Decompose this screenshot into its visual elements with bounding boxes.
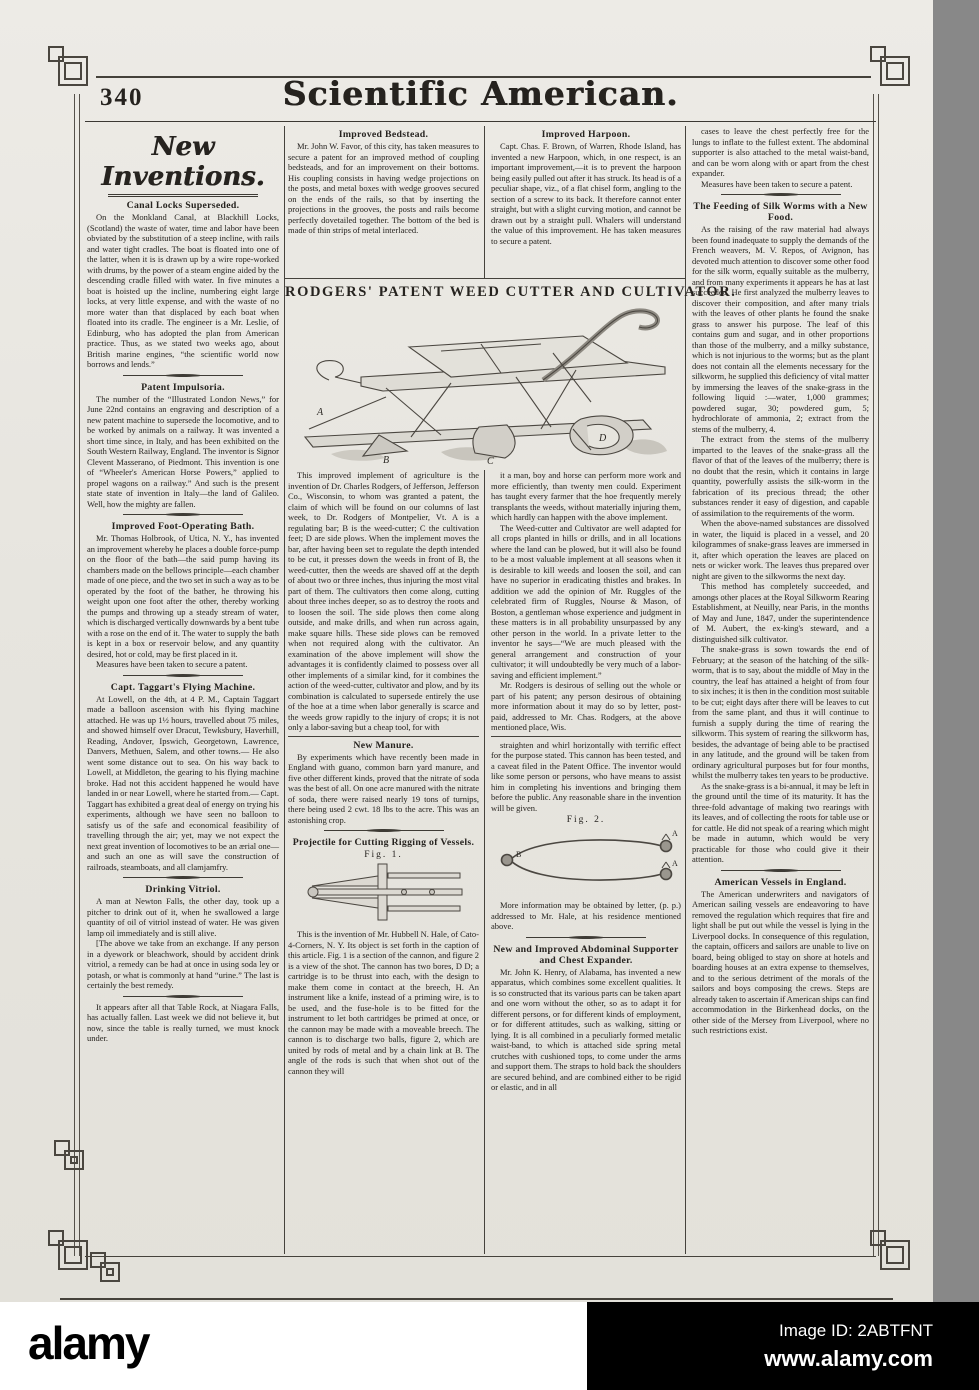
article-paragraph: Capt. Chas. F. Brown, of Warren, Rhode Island, has invented a new Harpoon, which, in one respect, is an important improvement,—it is to prevent the harpoon being easily pulled out after it has struck. Its head is of a peculiar shape, viz., of a flat chisel form, angling to the section of a screw to its back. It therefore cannot enter straight, but with a slight curving motion, and cannot be drawn out by a straight pull. Whalers will understand the value of this improvement. He has taken measures to secure a patent.	[491, 141, 681, 246]
article-abdominal-supporter	[491, 944, 681, 1093]
header-rule	[85, 121, 876, 122]
article-paragraph: straighten and whirl horizontally with terrific effect for the purpose stated. This cannon has been tested, and a caveat filed in the Patent Office. The inventor would like some person or persons, who have means to assist him in completing his inventions and bringing them before the public. Any reasonable share in the invention will be given.	[491, 739, 681, 813]
corner-ornament-icon	[880, 56, 910, 86]
article-paragraph: When the above-named substances are dissolved in water, the liquid is placed in a vessel, and 20 kilogrammes of snake-grass leaves are immersed in it, after which operation the leaves are placed on nets or wicker work. The leaves thus prepared over night are given to the silkworms the next day.	[692, 518, 869, 581]
article-title: The Feeding of Silk Worms with a New Food.	[693, 201, 868, 223]
article-projectile	[288, 837, 479, 1076]
article-paragraph: Mr. John W. Favor, of this city, has taken measures to secure a patent for an improved method of coupling bedsteads, and for an improvement on their bottoms. His coupling consists in having wedge projections on the posts, and metal boxes with wedge grooves secured on the ends of the rails, so that by inserting the projections in the grooves, the posts and rails become perfectly dovetailed together. The bottom of the bed is made of thin strips of metal interlaced.	[288, 141, 479, 235]
corner-ornament-icon	[880, 1240, 910, 1270]
article-paragraph: [The above we take from an exchange. If any person in a dyework or bleachwork, should by accident drink vitriol, a remedy can be had at once in using soda ley or potash, or what is commonly at hand “urine.” The last is certainly the best remedy.	[87, 938, 279, 990]
article-projectile-continued	[491, 740, 681, 932]
article-paragraph: Measures have been taken to secure a patent.	[701, 178, 853, 189]
article-paragraph: As the snake-grass is a bi-annual, it may be left in the ground until the time of its maturity. It has the three-fold advantage of making two rearings with its leaves, and of collecting the roots for table use or for cattle. He did not speak of a rearing which might be made in autumn, which would be very practicable for those who could give it their attention.	[692, 780, 869, 864]
article-title: Capt. Taggart's Flying Machine.	[110, 681, 256, 693]
engraving-lines	[305, 311, 667, 461]
watermark-strip	[0, 1302, 933, 1390]
article-paragraph: The extract from the stems of the mulberry imparted to the leaves of the snake-grass all the flavor of that of the leaves of the mulberry; there is no doubt that the resin, which it contains in large quantity, powerfully assists the silk-worm in the fabrication of its precious thread; the other substances render it easy of digestion, and capable of assimilation to the requirements of the worm.	[692, 434, 869, 518]
label-d: D	[599, 433, 607, 444]
cultivator-foot	[473, 425, 515, 458]
column-1	[85, 126, 285, 1254]
alamy-logo: alamy	[28, 1317, 149, 1369]
cannon-section-figure	[304, 861, 464, 923]
section-rule	[491, 736, 681, 737]
article-paragraph: The snake-grass is sown towards the end of February; at the season of the hatching of the silk-worm, that is to say, about the middle of May in the country, the leaf has attained a height of from four to six inches; it is then in the condition most suitable to be cut; eight days after there will be leaves to cut from the same plant, and thus it will continue to furnish a supply during the time of rearing the silkworm. This system of rearing the silkworm has, besides, the advantage of being able to be practised in any latitude, and the ground will be taken from ordinary agricultural purposes but for four months, whilst the mulberry takes ten years to be productive.	[692, 644, 869, 780]
alamy-url-text: www.alamy.com	[764, 1345, 933, 1371]
bottom-border-rule	[85, 1256, 876, 1257]
figure-2	[491, 826, 681, 899]
article-title: Improved Bedstead.	[338, 129, 429, 140]
label-a: A	[317, 407, 324, 418]
article-paragraph: This method has completely succeeded, and amongs other places at the Royal Silkworm Rearing Establishment, at Neuilly, near Paris, in the months of May and June, 1847, under the superintendence of M. Aubert, the ex-king's steward, and a distinguished silk cultivator.	[692, 581, 869, 644]
chain-shot-labels	[516, 829, 678, 868]
article-divider	[123, 372, 243, 379]
column-3-bottom	[485, 470, 685, 1254]
section-heading-rule	[108, 194, 258, 197]
article-paragraph: Measures have been taken to secure a patent.	[96, 659, 248, 669]
article-divider	[721, 191, 841, 198]
article-patent-impulsoria	[87, 382, 279, 510]
article-paragraph: This improved implement of agriculture is the invention of Dr. Charles Rodgers, of Jefferson, Jefferson Co., Wisconsin, to whom was granted a patent, the claim of which will be found on our columns of last week, to Dr. Rodgers of Montpelier, Vt. A is a regulating bar; B is the weed-cutter; C the cultivation feet; D are side plows. When the implement moves the bar, after having been set to regulate the depth intended to be cut, it presses down the weeds in front of B, the weed-cutter, then the weeds are shaved off at the depth of about two or three inches, thus injuring the most vital part of them. The cultivators then come along, cutting about three inches deeper, so as to destroy the roots and to loosen the soil. The side plows then come along outside, and make drills, and when run across again, make square hills. These side plows can be removed when not required along with the cultivator. An examination of the above implement will show the advantages it is confidently claimed to possess over all other implements of a similar kind, for it combines the action of the weed-cutter, cultivator and plow, and by its combination is calculated to supersede entirely the use of the hoe at a time when labor generally is scarce and the weeds grow rapidly to the injury of crops; it is not only a labor-saving but a cheap tool, for with	[288, 470, 479, 732]
article-canal-locks	[87, 200, 279, 370]
label-b: B	[516, 850, 522, 859]
article-title: Projectile for Cutting Rigging of Vessels.	[292, 837, 475, 848]
middle-columns	[285, 126, 737, 1254]
right-border-rule	[873, 94, 879, 1256]
chain-shot-figure	[496, 826, 676, 894]
article-paragraph: it a man, boy and horse can perform more work and more efficiently, than twenty men could. Experiment has taught every farmer that the hoe frequently merely transplants the weeds, without materially injuring them, which hardly can happen with the above implement.	[491, 470, 681, 522]
article-harpoon	[491, 129, 681, 246]
article-divider	[721, 867, 841, 874]
article-paragraph: Mr. Rodgers is desirous of selling out the whole or part of his patent; any person desirous of obtaining more information about it may do so by letter, post-paid, addressed to Mr. Chas. Rodgers, at the above mentioned place, Wis.	[491, 680, 681, 732]
section-rule	[288, 736, 479, 737]
article-paragraph: More information may be obtained by letter, (p. p.) addressed to Mr. Hale, at his residence mentioned above.	[491, 900, 681, 931]
article-title: New and Improved Abdominal Supporter and Chest Expander.	[493, 943, 679, 966]
article-silk-worms	[692, 201, 869, 865]
article-title: American Vessels in England.	[714, 876, 847, 888]
article-rodgers-col3	[491, 470, 681, 733]
article-paragraph: At Lowell, on the 4th, at 4 P. M., Captain Taggart made a balloon ascension with his flying machine attached. He was up 1½ hours, travelled about 75 miles, and showed himself over Dracut, Tewksbury, Haverhill, Reading, Andover, Ipswich, Georgetown, Lawrence, Danvers, Methuen, Salem, and other towns.— He also went some distance out to sea. On his way back to Lowell, at Middleton, the gearing to his flying machine broke. Had not this accident happened he would have landed in or near Lowell, where he started from.— Capt. Taggart has exhibited a great deal of energy on trying his experiments, although we have seen no balloon to satisfy us of the safe and economical feasibility of travelling through the air; yet, may we not expect the next great invention of locomotives to be an ærial one—and such an one as will save the construction of railroads, steamboats, and all clamjamfry.	[87, 693, 279, 872]
article-paragraph: It appears after all that Table Rock, at Niagara Falls, has actually fallen. Last week we did not believe it, but now, since the table is really turned, we must knock under.	[87, 1001, 279, 1043]
article-title: New Manure.	[353, 739, 414, 751]
article-drinking-vitriol	[87, 884, 279, 991]
article-paragraph: On the Monkland Canal, at Blackhill Locks, (Scotland) the waste of water, time and labor have been obviated by the substitution of a steep incline, with rails and water tight cradles. The boat is floated into one of the latter, when it is is drawn up by a wire rope-worked with drums, by the power of a steam engine aided by the descending cradle filled with water. In five minutes a boat is hoisted up the incline, numbering eight large locks, at very little expense, and with the waste of no more water than that displaced by each boat when floated into its cradle. The engineer is a Mr. Leslie, of Edinburg, who has adopted the plan from American practice. Thus, as we stated two weeks ago, about British marine engines, “the scientific world now borrows and lends.”	[87, 212, 279, 369]
figure-1	[288, 861, 479, 928]
label-b: B	[383, 455, 390, 466]
article-paragraph: cases to leave the chest perfectly free for the lungs to inflate to the fullest extent. The abdominal supporter is also attached to the metal waist-band, and can be worn along with or apart from the chest expander.	[692, 126, 869, 178]
article-abdominal-continued	[692, 126, 869, 189]
article-foot-bath	[87, 521, 279, 670]
cannon-lines	[308, 864, 462, 920]
article-title: Patent Impulsoria.	[141, 381, 225, 393]
page-number: 340	[100, 84, 144, 111]
article-paragraph: The American underwriters and navigators of American sailing vessels are endeavoring to have removed the regulation which requires that fire and light shall be put out while the vessel is lying in the Liverpool docks. In consequence of this regulation, the captain, officers and sailors are unable to live on board, being obliged to stay on shore at hotels and boarding houses at an extra expense to themselves, and to the serious detriment of the morals of the sailors and boys composing the crews. Steps are already taken to ascertain if American ships can find accommodation in the Birkenhead docks, on the other side of the Mersey from Liverpool, where no such restrictions exist.	[692, 888, 869, 1035]
article-rodgers-col2	[288, 470, 479, 733]
label-a-top: A	[672, 829, 678, 838]
image-id-text: Image ID: 2ABTFNT	[779, 1320, 933, 1340]
column-2-top	[285, 126, 485, 278]
article-divider	[123, 874, 243, 881]
article-paragraph: Mr. John K. Henry, of Alabama, has invented a new apparatus, which combines some excellent qualities. It is so constructed that its various parts can be taken apart and one worn without the other, so as to adapt it for different persons, or for different kinds of employment, or for different attitudes, such as walking, sitting or lying. It is all combined in a peculiarly formed metalic waist-band, to which is attached side spring metal crutches with cushioned tops, to come under the arms and support them. The straps to hold back the shoulders are secured behind, and are combined either to be rigid or elastic, and in all	[491, 966, 681, 1092]
article-table-rock	[87, 1002, 279, 1044]
article-divider	[526, 934, 646, 941]
article-title: Canal Locks Superseded.	[126, 200, 240, 211]
weed-cutter-engraving	[291, 303, 679, 465]
label-c: C	[487, 456, 494, 467]
chain-shot-lines	[502, 834, 672, 880]
article-divider	[123, 672, 243, 679]
feature-headline: RODGERS' PATENT WEED CUTTER AND CULTIVATOR.	[285, 284, 737, 300]
column-grid	[85, 126, 872, 1254]
article-american-vessels	[692, 877, 869, 1036]
article-paragraph: By experiments which have recently been made in England with guano, common barn yard manure, and five other different kinds, proved that the nitrate of soda was the best of all. On one acre manured with the nitrate of soda, there were raised nearly 19 tons of turnips, there being used 2 cwt. 18 lbs to the acre. This was an astonishing crop.	[288, 751, 479, 825]
middle-top-row	[285, 126, 685, 278]
feature-figure	[285, 303, 685, 470]
article-divider	[324, 827, 444, 834]
figure-1-caption: Fig. 1.	[364, 850, 403, 860]
border-ornament-icon	[100, 1262, 120, 1282]
column-2-bottom	[285, 470, 485, 1254]
column-4	[686, 126, 872, 1254]
article-paragraph: Mr. Thomas Holbrook, of Utica, N. Y., has invented an improvement whereby he places a double force-pump on the floor of the bath—the said pump having its chambers made on the bellows principle—each chamber made of one piece, and the two set in such a way as to be operated by the foot of the bather, he throwing his weight upon one foot after the other, thereby working the pumps and throwing up a steady stream of water, which is discharged vertically downwards by a bent tube with a rose on the end of it. The water to supply the bath is kept in a box or reservoir below, and any quantity desired, hot or cold, may be first placed in it.	[87, 533, 279, 659]
article-title: Improved Foot-Operating Bath.	[111, 521, 255, 532]
column-3-top	[485, 126, 685, 278]
masthead-title: Scientific American.	[282, 74, 679, 113]
article-paragraph: This is the invention of Mr. Hubbell N. Hale, of Cato-4-Corners, N. Y. Its object is set forth in the caption of this article. Fig. 1 is a section of the cannon, and figure 2 is a view of the shot. The cannon has two bores, D D; a cartridge is to be thrust into each, with the design to make them come in contact at the breech, H. An instrument like a knife, instead of a priming wire, is to be used, and the fuse-hole is to be fitted for the instrument to let both cartridges be primed at once, or the cannon may be made with a moveable breech. The cannon is to discharge two balls, figure 2, which are united by rods of metal and by a chain link at B. The angle of the rods is such that when shot out of the cannon they will	[288, 929, 479, 1076]
corner-ornament-icon	[58, 1240, 88, 1270]
article-paragraph: A man at Newton Falls, the other day, took up a pitcher to drink out of it, when he swallowed a large quantity of oil of vitriol instead of water. He was given lamp oil immediately and is still alive.	[87, 896, 279, 938]
bottom-edge-rule	[60, 1298, 893, 1300]
label-a-bottom: A	[672, 859, 678, 868]
corner-ornament-icon	[58, 56, 88, 86]
section-heading: New Inventions.	[101, 132, 265, 192]
left-border-rule	[74, 94, 80, 1256]
article-title: Drinking Vitriol.	[145, 884, 221, 895]
figure-2-caption: Fig. 2.	[566, 815, 606, 825]
article-new-manure	[288, 740, 479, 826]
article-title: Improved Harpoon.	[541, 129, 631, 140]
article-divider	[123, 511, 243, 518]
watermark-info-bar	[587, 1302, 979, 1390]
article-bedstead	[288, 129, 479, 236]
article-divider	[123, 993, 243, 1000]
middle-bottom-row	[285, 470, 685, 1254]
article-paragraph: As the raising of the raw material had always been found inadequate to supply the demands of the French weavers, M. V. Repos, of Avignon, has devoted much attention to discover some other food for the silk worm, equally suitable as the mulberry, and from many experiments it appears he has at last succeeded. He first analyzed the mulberry leaves to discover their composition, and after many trials with the leaves of other plants he found the snake grass to answer his purpose. The leaf of this contains gum and sugar, and in other proportions than those of the mulberry, and a milky substance, which is not injurious to the worms; but as the plant does not contain all the elements necessary for the silkworm, he supplied this deficiency of vital matter by immersing the leaves of the snake-grass in the following liquid :—water, 1,000 grammes; powdered sugar, 30; powdered gum, 5; hydrochlorate of ammonia, 2; extract from the stems of the mulberry, 4.	[692, 224, 869, 434]
article-paragraph: The number of the “Illustrated London News,” for June 22nd contains an engraving and description of a new patent machine to supersede the locomotive, and to be worked by animals on a railway. It was invented a short time since, in Italy, and has been exhibited on the South Western Railway, England. The inventor is Signor Clevent Masserano, of Piedmont. This invention is one of “Wheeler's American Horse Powers,” applied to propel wagons on a railway.” And such is the present state state of invention in Italy—the land of Galileo. Well, how the mighty are fallen.	[87, 393, 279, 509]
article-paragraph: The Weed-cutter and Cultivator are well adapted for all crops planted in hills or drills, and in all locations where the land can be plowed, but it will also be found to be a most valuable implement at all seasons when it is desirable to kill weeds and loosen the soil, and can have no superior in eradicating thistles and brakes. In addition we add the opinion of Mr. Ruggles of the celebrated firm of Ruggles, Nourse & Mason, of Boston, a gentleman whose experience and judgment in these matters is in all probability unsurpassed by any other person in the world. In a private letter to the inventor he says—“We are much pleased with the general arrangement and construction of your cultivator; it will undoubtedly be very much of a labor-saving and efficient implement.”	[491, 522, 681, 680]
article-flying-machine	[87, 682, 279, 873]
border-ornament-icon	[64, 1150, 84, 1170]
